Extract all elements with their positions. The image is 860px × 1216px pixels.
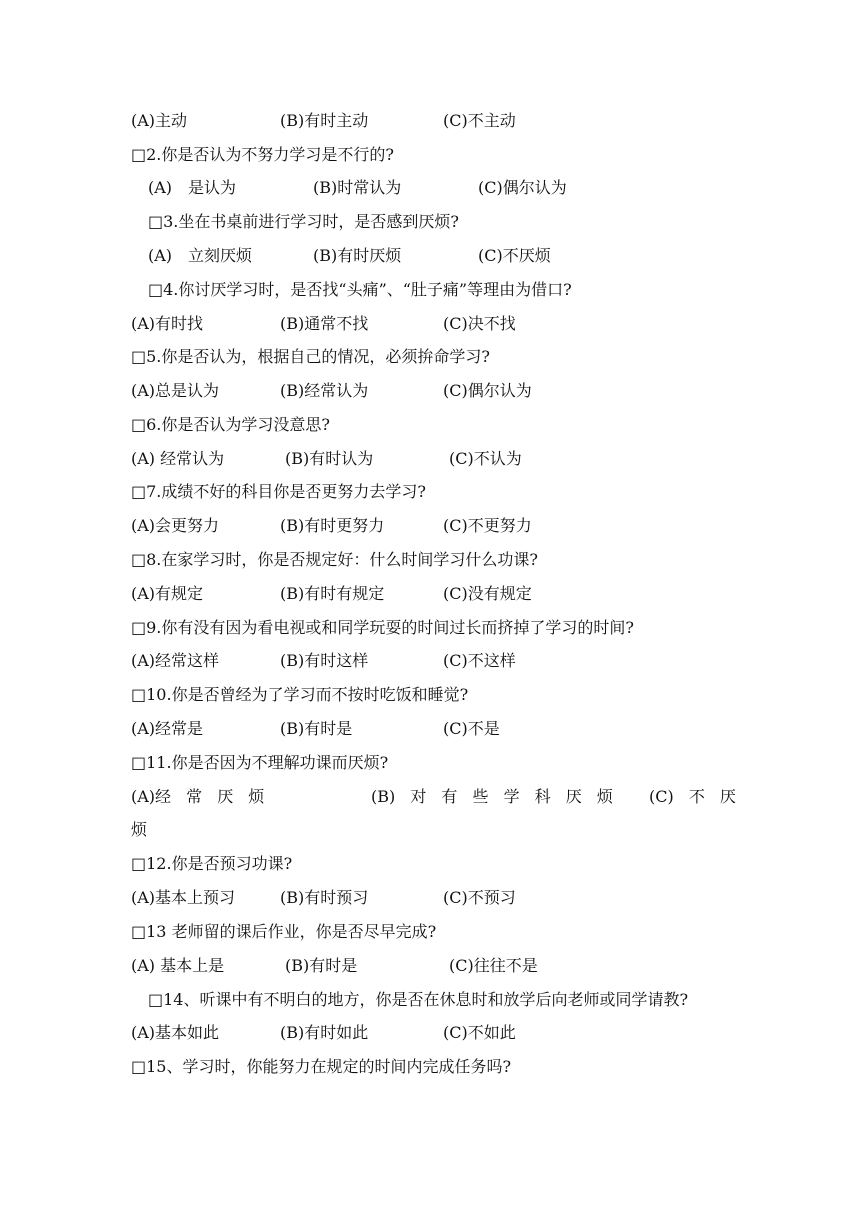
option-b: (B) 对 有 些 学 科 厌 烦 xyxy=(371,787,613,806)
option-b: (B)有时主动 xyxy=(280,111,369,130)
option-a: (A)有规定 xyxy=(131,584,204,603)
question-6: □6.你是否认为学习没意思? xyxy=(131,415,330,434)
question-5: □5.你是否认为，根据自己的情况，必须拚命学习? xyxy=(131,347,490,366)
option-c: (C)决不找 xyxy=(443,314,516,333)
option-a: (A) 基本上是 xyxy=(131,956,225,975)
option-c: (C)不这样 xyxy=(443,651,516,670)
option-b: (B)经常认为 xyxy=(280,381,369,400)
option-c: (C)不是 xyxy=(443,719,500,738)
option-a: (A) 是认为 xyxy=(148,178,237,197)
question-13: □13 老师留的课后作业，你是否尽早完成? xyxy=(131,922,437,941)
option-c: (C)没有规定 xyxy=(443,584,532,603)
option-b: (B)有时这样 xyxy=(280,651,369,670)
option-b: (B)有时厌烦 xyxy=(313,246,402,265)
question-7: □7.成绩不好的科目你是否更努力去学习? xyxy=(131,482,426,501)
option-c: (C)不预习 xyxy=(443,888,516,907)
option-b: (B)有时更努力 xyxy=(280,516,385,535)
question-3: □3.坐在书桌前进行学习时，是否感到厌烦? xyxy=(148,212,459,231)
option-a: (A)经常是 xyxy=(131,719,204,738)
question-10: □10.你是否曾经为了学习而不按时吃饭和睡觉? xyxy=(131,685,469,704)
option-b: (B)有时是 xyxy=(280,719,353,738)
option-a: (A)基本如此 xyxy=(131,1023,220,1042)
option-c: (C)不认为 xyxy=(449,449,522,468)
option-a: (A)会更努力 xyxy=(131,516,220,535)
question-15: □15、学习时，你能努力在规定的时间内完成任务吗? xyxy=(131,1057,512,1076)
question-9: □9.你有没有因为看电视或和同学玩耍的时间过长而挤掉了学习的时间? xyxy=(131,618,634,637)
option-c: (C)不如此 xyxy=(443,1023,516,1042)
option-c: (C)不主动 xyxy=(443,111,516,130)
option-b: (B)有时预习 xyxy=(280,888,369,907)
question-2: □2.你是否认为不努力学习是不行的? xyxy=(131,145,394,164)
question-4: □4.你讨厌学习时，是否找“头痛”、“肚子痛”等理由为借口? xyxy=(148,280,572,299)
option-c: (C)往往不是 xyxy=(449,956,538,975)
option-b: (B)通常不找 xyxy=(280,314,369,333)
option-a: (A)主动 xyxy=(131,111,188,130)
option-c: (C)不更努力 xyxy=(443,516,532,535)
option-a: (A)经常这样 xyxy=(131,651,220,670)
question-12: □12.你是否预习功课? xyxy=(131,854,293,873)
option-c: (C)偶尔认为 xyxy=(478,178,567,197)
option-a: (A)有时找 xyxy=(131,314,204,333)
option-b: (B)有时认为 xyxy=(285,449,374,468)
option-a: (A)基本上预习 xyxy=(131,888,236,907)
option-c: (C)不厌烦 xyxy=(478,246,551,265)
option-a: (A)经 常 厌 烦 xyxy=(131,787,265,806)
option-c: (C) 不 厌 xyxy=(649,787,736,806)
option-a: (A) 经常认为 xyxy=(131,449,225,468)
question-14: □14、听课中有不明白的地方，你是否在休息时和放学后向老师或同学请教? xyxy=(148,990,689,1009)
option-b: (B)有时是 xyxy=(285,956,358,975)
option-a: (A)总是认为 xyxy=(131,381,220,400)
option-b: (B)有时有规定 xyxy=(280,584,385,603)
option-c-wrap: 烦 xyxy=(131,820,148,839)
option-c: (C)偶尔认为 xyxy=(443,381,532,400)
option-b: (B)有时如此 xyxy=(280,1023,369,1042)
option-b: (B)时常认为 xyxy=(313,178,402,197)
question-8: □8.在家学习时，你是否规定好：什么时间学习什么功课? xyxy=(131,550,538,569)
question-11: □11.你是否因为不理解功课而厌烦? xyxy=(131,753,389,772)
option-a: (A) 立刻厌烦 xyxy=(148,246,253,265)
